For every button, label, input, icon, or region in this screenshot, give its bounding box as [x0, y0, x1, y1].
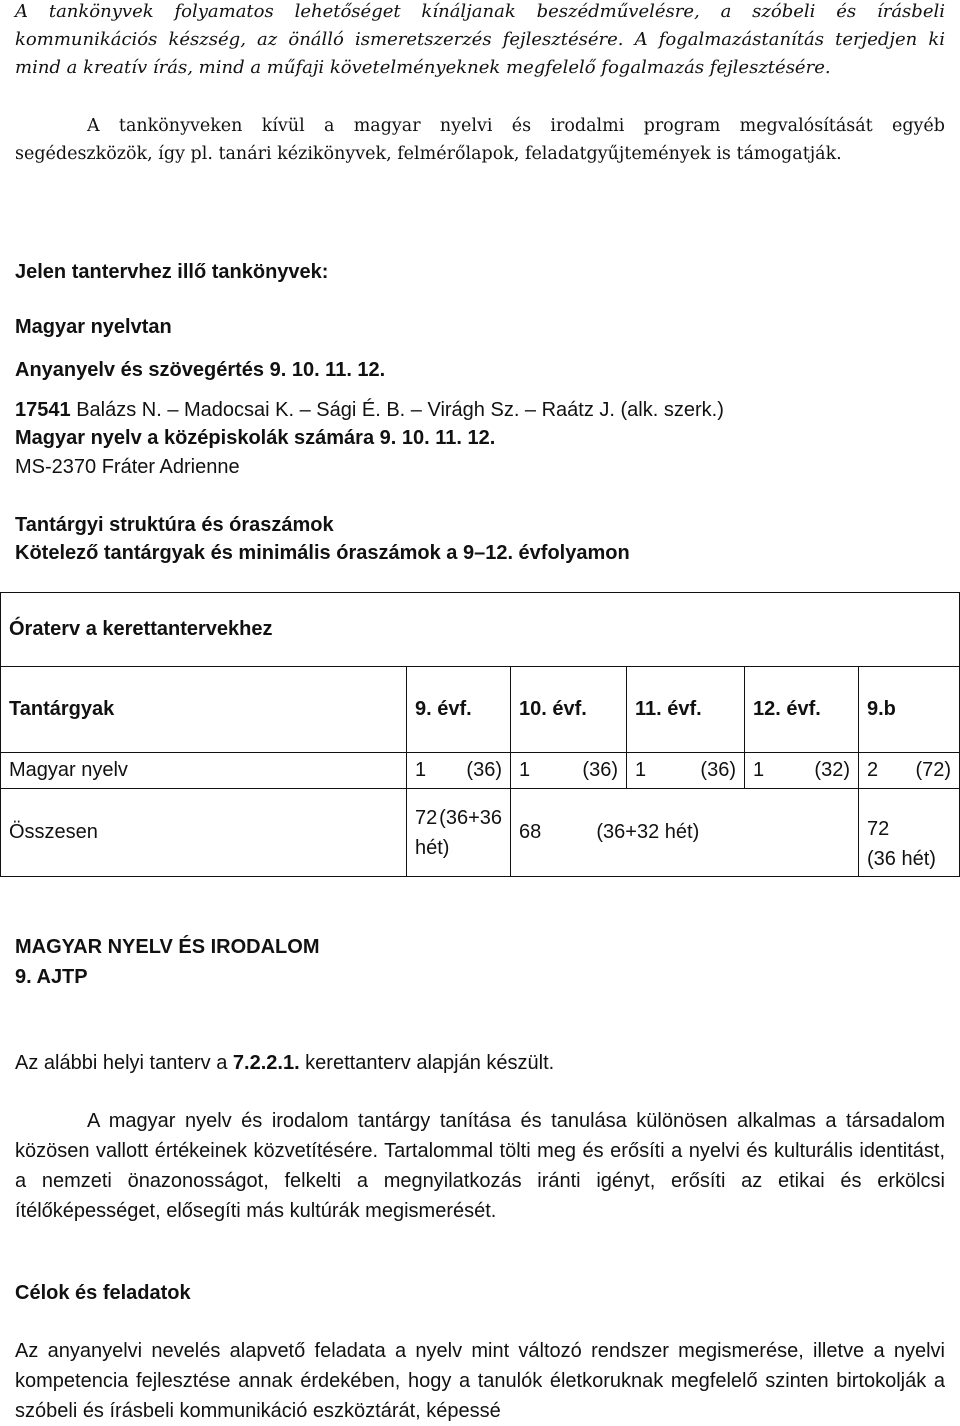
table-caption-row [1, 593, 960, 667]
structure-subheading: Kötelező tantárgyak és minimális óraszámok a 9–12. évfolyamon [15, 542, 630, 564]
table-cell: 72 (36 hét) [859, 789, 960, 877]
header-grade-12: 12. évf. [745, 667, 859, 753]
header-grade-10: 10. évf. [511, 667, 627, 753]
table-cell: 1 (36) [511, 753, 627, 789]
table-cell: 2 (72) [859, 753, 960, 789]
subject-heading: Magyar nyelvtan [15, 316, 172, 338]
intro-paragraph-2: A tankönyveken kívül a magyar nyelvi és irodalmi program megvalósítását egyéb segédeszközök, így pl. tanári kézikönyvek, felmérőlapok, feladatgyűjtemények is támogatják. [15, 116, 945, 164]
table-cell: 72 (36+36 hét) [407, 789, 511, 877]
textbooks-heading: Jelen tantervhez illő tankönyvek: [15, 261, 329, 283]
book-2-authors: Balázs N. – Madocsai K. – Sági É. B. – Virágh Sz. – Raátz J. (alk. szerk.) [76, 399, 724, 421]
basis-line: Az alábbi helyi tanterv a 7.2.2.1. kerettanterv alapján készült. [15, 1052, 555, 1074]
header-grade-11: 11. évf. [627, 667, 745, 753]
curriculum-table [0, 592, 960, 877]
table-row [1, 789, 960, 877]
goals-paragraph: Az anyanyelvi nevelés alapvető feladata a nyelv mint változó rendszer megismerése, illetve a nyelvi kompetencia fejlesztése annak érdekében, hogy a tanulók életkoruknak megfelelő szinten birtokolják a szóbeli és írásbeli kommunikáció eszköztárát, képessé [15, 1340, 945, 1422]
book-2-authors-line [15, 395, 945, 425]
table-caption: Óraterv a kerettantervekhez [1, 593, 960, 667]
header-grade-9: 9. évf. [407, 667, 511, 753]
table-cell: 1 (36) [627, 753, 745, 789]
row-label-osszesen: Összesen [1, 789, 407, 877]
book-2-title: Magyar nyelv a középiskolák számára 9. 10. 11. 12. [15, 427, 496, 449]
book-1-title: Anyanyelv és szövegértés 9. 10. 11. 12. [15, 359, 386, 381]
table-cell: 1 (32) [745, 753, 859, 789]
structure-heading: Tantárgyi struktúra és óraszámok [15, 514, 334, 536]
header-class-9b: 9.b [859, 667, 960, 753]
row-label-magyar-nyelv: Magyar nyelv [1, 753, 407, 789]
table-row [1, 753, 960, 789]
intro-paragraph-1: A tankönyvek folyamatos lehetőséget kínáljanak beszédművelésre, a szóbeli és írásbeli kommunikációs készség, az önálló ismeretszerzés fejlesztésére. A fogalmazástanítás terjedjen ki mind a kreatív írás, mind a műfaji követelményeknek megfelelő fogalmazás fejlesztésére. [15, 1, 945, 78]
book-3: MS-2370 Fráter Adrienne [15, 456, 240, 478]
section-title: MAGYAR NYELV ÉS IRODALOM [15, 936, 320, 958]
goals-heading: Célok és feladatok [15, 1282, 191, 1304]
book-2-code: 17541 [15, 399, 71, 421]
table-cell: 1 (36) [407, 753, 511, 789]
section-subtitle: 9. AJTP [15, 966, 88, 988]
section-paragraph: A magyar nyelv és irodalom tantárgy tanítása és tanulása különösen alkalmas a társadalom közösen vallott értékeinek közvetítésére. Tartalommal tölti meg és erősíti a nyelvi és kulturális identitást, a nemzeti önazonosságot, felkelti a megnyilatkozás iránti igényt, erősíti az etikai és erkölcsi ítélőképességet, elősegíti más kultúrák megismerését. [15, 1110, 945, 1222]
table-cell: 68 (36+32 hét) [511, 789, 859, 877]
header-subjects: Tantárgyak [1, 667, 407, 753]
table-header-row [1, 667, 960, 753]
